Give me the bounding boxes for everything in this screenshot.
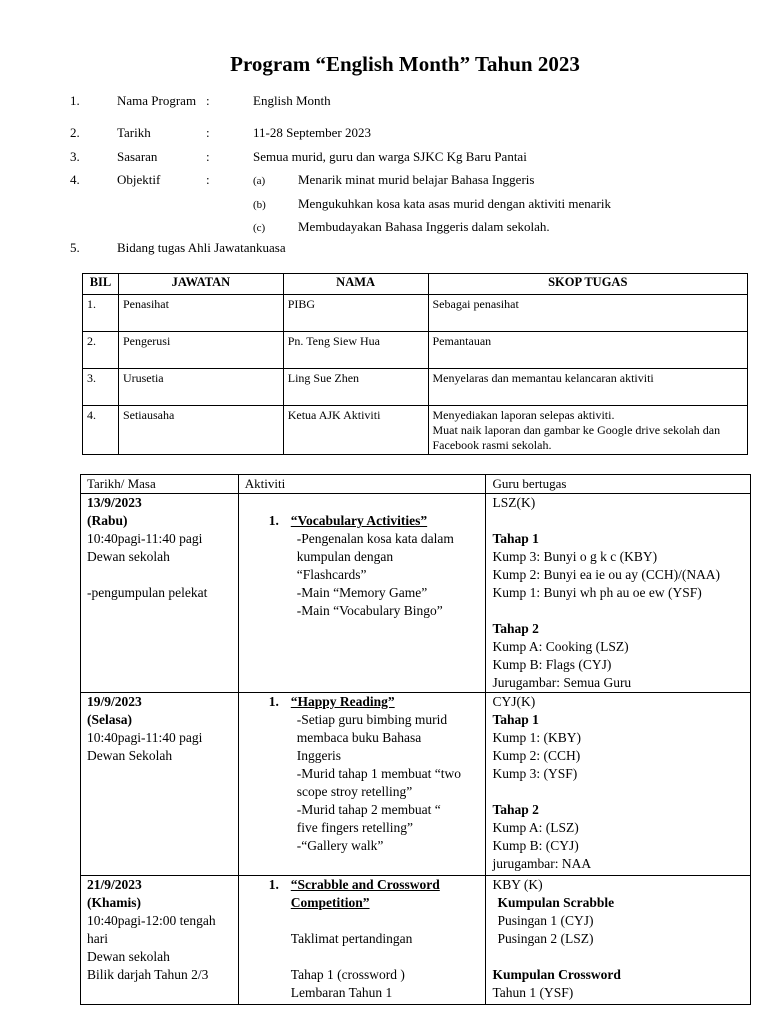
- time: hari: [87, 931, 108, 946]
- day: (Khamis): [87, 895, 141, 910]
- activity-number: 1.: [268, 877, 279, 892]
- activity-title: [245, 894, 484, 912]
- activity-body: [245, 530, 484, 620]
- cell-jawatan: Pengerusi: [118, 332, 283, 369]
- activity-line: Lembaran Tahun 1: [290, 985, 393, 1000]
- guru-line: Pusingan 2 (LSZ): [497, 931, 594, 946]
- guru-line: Kump 3: (YSF): [492, 766, 578, 781]
- activity-number: 1.: [268, 694, 279, 709]
- guru-cell: [486, 693, 751, 876]
- cell-nama: Pn. Teng Siew Hua: [283, 332, 428, 369]
- activity-line: -Main “Vocabulary Bingo”: [296, 603, 443, 618]
- guru-line: Jurugambar: Semua Guru: [492, 675, 632, 690]
- activity-line: -“Gallery walk”: [296, 838, 384, 853]
- cell-skop: Sebagai penasihat: [428, 295, 748, 332]
- activity-line: -Main “Memory Game”: [296, 585, 428, 600]
- schedule-row: [81, 693, 751, 876]
- skop-line: Muat naik laporan dan gambar ke Google drive sekolah dan Facebook rasmi sekolah.: [432, 423, 721, 452]
- column-header: Guru bertugas: [486, 475, 751, 494]
- guru-line: Kump 1: (KBY): [492, 730, 581, 745]
- info-number: 2.: [70, 125, 80, 140]
- extra-note: -pengumpulan pelekat: [87, 585, 208, 600]
- info-label: Nama Program: [117, 93, 197, 108]
- activity-line: five fingers retelling”: [296, 820, 413, 835]
- guru-line: Kump B: (CYJ): [492, 838, 579, 853]
- tahap-heading: Tahap 2: [492, 802, 539, 817]
- activity-title: [245, 693, 484, 711]
- cell-skop: Pemantauan: [428, 332, 748, 369]
- activity-line: “Flashcards”: [296, 567, 367, 582]
- activity-line: -Murid tahap 1 membuat “two: [296, 766, 461, 781]
- activity-cell: [238, 494, 486, 693]
- info-number: 5.: [70, 240, 80, 255]
- cell-jawatan: Urusetia: [118, 369, 283, 406]
- guru-line: Kump 3: Bunyi o g k c (KBY): [492, 549, 658, 564]
- time: 10:40pagi-11:40 pagi: [87, 730, 203, 745]
- column-header: Aktiviti: [238, 475, 486, 494]
- cell-bil: 3.: [83, 369, 119, 406]
- guru-head: LSZ(K): [492, 495, 536, 510]
- group-heading: Kumpulan Scrabble: [497, 895, 615, 910]
- info-label: Objektif: [117, 172, 161, 187]
- info-label: Bidang tugas Ahli Jawatankuasa: [117, 240, 286, 255]
- info-colon: :: [206, 93, 210, 108]
- activity-title-text: “Vocabulary Activities”: [290, 513, 428, 528]
- date-cell: [81, 693, 239, 876]
- table-row: [83, 369, 748, 406]
- guru-line: Kump 1: Bunyi wh ph au oe ew (YSF): [492, 585, 702, 600]
- activity-cell: [238, 693, 486, 876]
- objective-text: Mengukuhkan kosa kata asas murid dengan aktiviti menarik: [298, 196, 612, 211]
- time: 10:40pagi-12:00 tengah: [87, 913, 216, 928]
- tahap-heading: Tahap 1: [492, 531, 539, 546]
- info-number: 3.: [70, 149, 80, 164]
- cell-jawatan: Setiausaha: [118, 406, 283, 455]
- schedule-row: [81, 876, 751, 1005]
- column-header: BIL: [83, 274, 119, 295]
- guru-cell: [486, 876, 751, 1005]
- place: Dewan Sekolah: [87, 748, 173, 763]
- objective-letter: (a): [253, 175, 266, 187]
- guru-line: Kump A: (LSZ): [492, 820, 579, 835]
- activity-line: membaca buku Bahasa: [296, 730, 422, 745]
- guru-line: Pusingan 1 (CYJ): [497, 913, 594, 928]
- table-row: [83, 295, 748, 332]
- cell-bil: 2.: [83, 332, 119, 369]
- date: 13/9/2023: [87, 495, 142, 510]
- info-number: 4.: [70, 172, 80, 187]
- activity-line: scope stroy retelling”: [296, 784, 413, 799]
- guru-cell: [486, 494, 751, 693]
- place: Dewan sekolah: [87, 949, 170, 964]
- activity-title: [245, 876, 484, 894]
- table-row: [83, 406, 748, 455]
- cell-skop: [428, 406, 748, 455]
- info-value: 11-28 September 2023: [253, 125, 371, 140]
- column-header: SKOP TUGAS: [428, 274, 748, 295]
- tahap-heading: Tahap 1: [492, 712, 539, 727]
- guru-head: CYJ(K): [492, 694, 536, 709]
- activity-body: [245, 711, 484, 855]
- info-colon: :: [206, 149, 210, 164]
- schedule-row: [81, 494, 751, 693]
- info-colon: :: [206, 172, 210, 187]
- activity-body: [245, 930, 484, 1002]
- column-header: JAWATAN: [118, 274, 283, 295]
- committee-header-row: [83, 274, 748, 295]
- guru-line: Tahun 1 (YSF): [492, 985, 574, 1000]
- activity-line: -Setiap guru bimbing murid: [296, 712, 448, 727]
- day: (Rabu): [87, 513, 128, 528]
- info-value: Semua murid, guru dan warga SJKC Kg Baru Pantai: [253, 149, 527, 164]
- cell-skop: Menyelaras dan memantau kelancaran aktiviti: [428, 369, 748, 406]
- cell-jawatan: Penasihat: [118, 295, 283, 332]
- date-cell: [81, 494, 239, 693]
- day: (Selasa): [87, 712, 132, 727]
- info-number: 1.: [70, 93, 80, 108]
- cell-nama: Ketua AJK Aktiviti: [283, 406, 428, 455]
- guru-line: Kump 2: Bunyi ea ie ou ay (CCH)/(NAA): [492, 567, 721, 582]
- objective-letter: (c): [253, 222, 266, 234]
- guru-line: jurugambar: NAA: [492, 856, 592, 871]
- date: 21/9/2023: [87, 877, 142, 892]
- activity-cell: [238, 876, 486, 1005]
- objective-text: Menarik minat murid belajar Bahasa Inggeris: [298, 172, 535, 187]
- activity-line: Tahap 1 (crossword ): [290, 967, 405, 982]
- guru-line: Kump A: Cooking (LSZ): [492, 639, 629, 654]
- guru-head: KBY (K): [492, 877, 543, 892]
- schedule-header-row: [81, 475, 751, 494]
- info-label: Sasaran: [117, 149, 158, 164]
- date: 19/9/2023: [87, 694, 142, 709]
- activity-title-text: “Happy Reading”: [290, 694, 395, 709]
- activity-line: -Murid tahap 2 membuat “: [296, 802, 441, 817]
- activity-title: [245, 512, 484, 530]
- info-label: Tarikh: [117, 125, 151, 140]
- place: Bilik darjah Tahun 2/3: [87, 967, 209, 982]
- column-header: NAMA: [283, 274, 428, 295]
- guru-line: Kump B: Flags (CYJ): [492, 657, 612, 672]
- schedule-table: [80, 474, 751, 1005]
- tahap-heading: Tahap 2: [492, 621, 539, 636]
- guru-line: Kump 2: (CCH): [492, 748, 581, 763]
- page-title: Program “English Month” Tahun 2023: [230, 52, 580, 76]
- column-header: Tarikh/ Masa: [81, 475, 239, 494]
- cell-bil: 1.: [83, 295, 119, 332]
- info-colon: :: [206, 125, 210, 140]
- time: 10:40pagi-11:40 pagi: [87, 531, 203, 546]
- activity-title-text: Competition”: [290, 895, 370, 910]
- activity-title-text: “Scrabble and Crossword: [290, 877, 440, 892]
- place: Dewan sekolah: [87, 549, 170, 564]
- objective-text: Membudayakan Bahasa Inggeris dalam sekolah.: [298, 219, 550, 234]
- cell-bil: 4.: [83, 406, 119, 455]
- date-cell: [81, 876, 239, 1005]
- activity-line: Taklimat pertandingan: [290, 931, 413, 946]
- activity-number: 1.: [268, 513, 279, 528]
- activity-line: Inggeris: [296, 748, 342, 763]
- cell-nama: Ling Sue Zhen: [283, 369, 428, 406]
- info-value: English Month: [253, 93, 331, 108]
- group-heading: Kumpulan Crossword: [492, 967, 621, 982]
- activity-line: -Pengenalan kosa kata dalam: [296, 531, 454, 546]
- activity-line: kumpulan dengan: [296, 549, 394, 564]
- skop-line: Menyediakan laporan selepas aktiviti.: [432, 408, 615, 422]
- committee-table: [82, 273, 748, 455]
- objective-letter: (b): [253, 199, 266, 211]
- cell-nama: PIBG: [283, 295, 428, 332]
- table-row: [83, 332, 748, 369]
